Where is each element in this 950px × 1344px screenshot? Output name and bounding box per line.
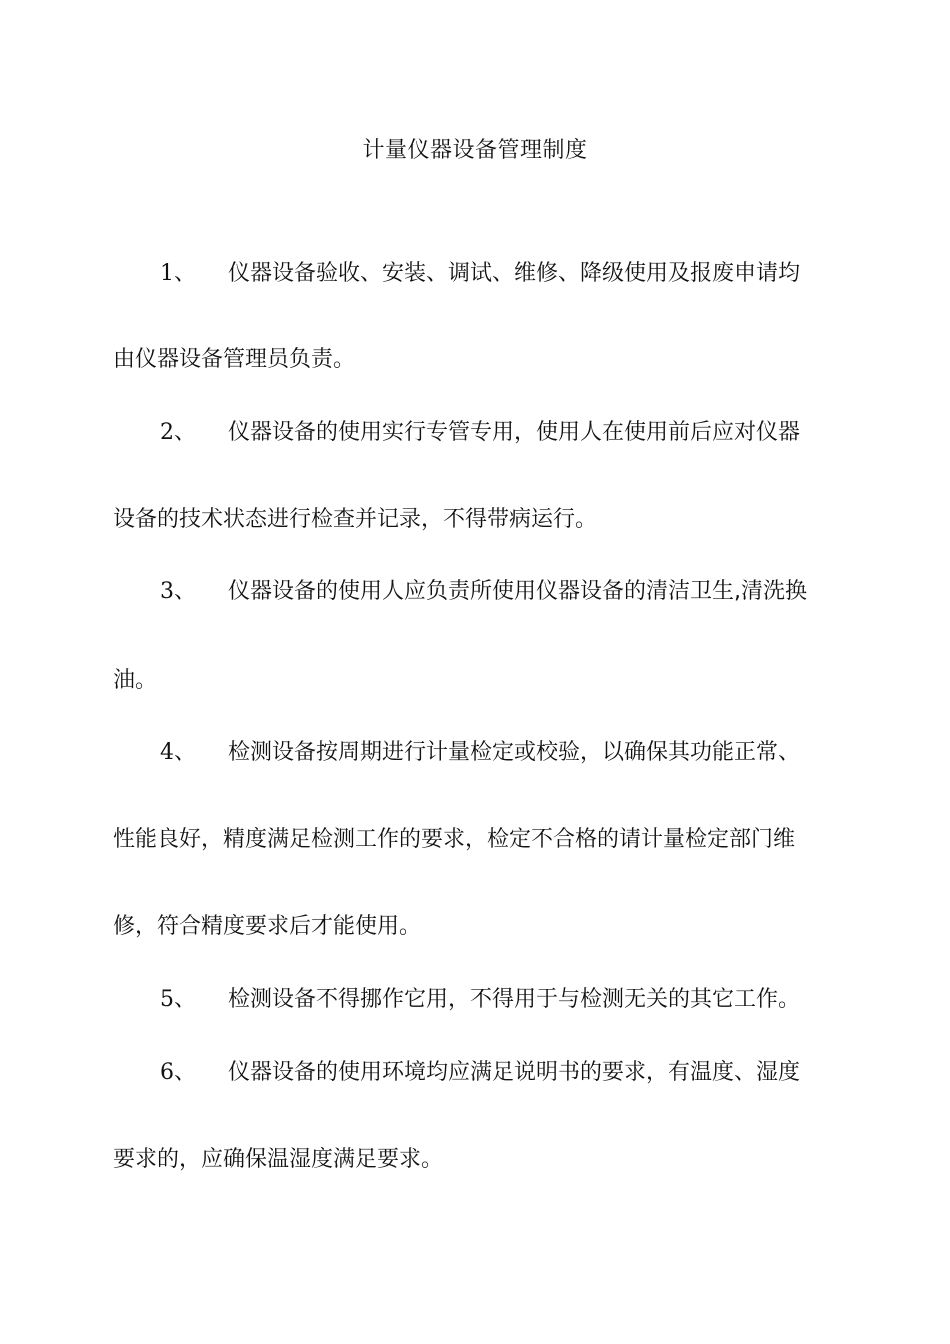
item-3-line-2: 油。: [113, 668, 158, 693]
document-title: 计量仪器设备管理制度: [362, 138, 588, 163]
item-6-line-1: 仪器设备的使用环境均应满足说明书的要求，有温度、湿度: [228, 1060, 801, 1085]
item-4-line-1: 检测设备按周期进行计量检定或校验，以确保其功能正常、: [228, 740, 801, 765]
item-3-number: 3、: [160, 579, 196, 604]
item-3-line-1: 仪器设备的使用人应负责所使用仪器设备的清洁卫生,清洗换: [228, 579, 807, 604]
item-2-line-1: 仪器设备的使用实行专管专用，使用人在使用前后应对仪器: [228, 420, 801, 445]
item-4-line-2: 性能良好，精度满足检测工作的要求，检定不合格的请计量检定部门维: [113, 827, 796, 852]
item-4-line-3: 修，符合精度要求后才能使用。: [113, 914, 422, 939]
item-6-number: 6、: [160, 1060, 196, 1085]
item-2-number: 2、: [160, 420, 196, 445]
item-2-line-2: 设备的技术状态进行检查并记录，不得带病运行。: [113, 507, 598, 532]
item-1-line-1: 仪器设备验收、安装、调试、维修、降级使用及报废申请均: [228, 261, 801, 286]
item-6-line-2: 要求的，应确保温湿度满足要求。: [113, 1147, 444, 1172]
item-1-number: 1、: [160, 261, 196, 286]
item-4-number: 4、: [160, 740, 196, 765]
item-5-line-1: 检测设备不得挪作它用，不得用于与检测无关的其它工作。: [228, 987, 801, 1012]
item-5-number: 5、: [160, 987, 196, 1012]
item-1-line-2: 由仪器设备管理员负责。: [113, 347, 356, 372]
